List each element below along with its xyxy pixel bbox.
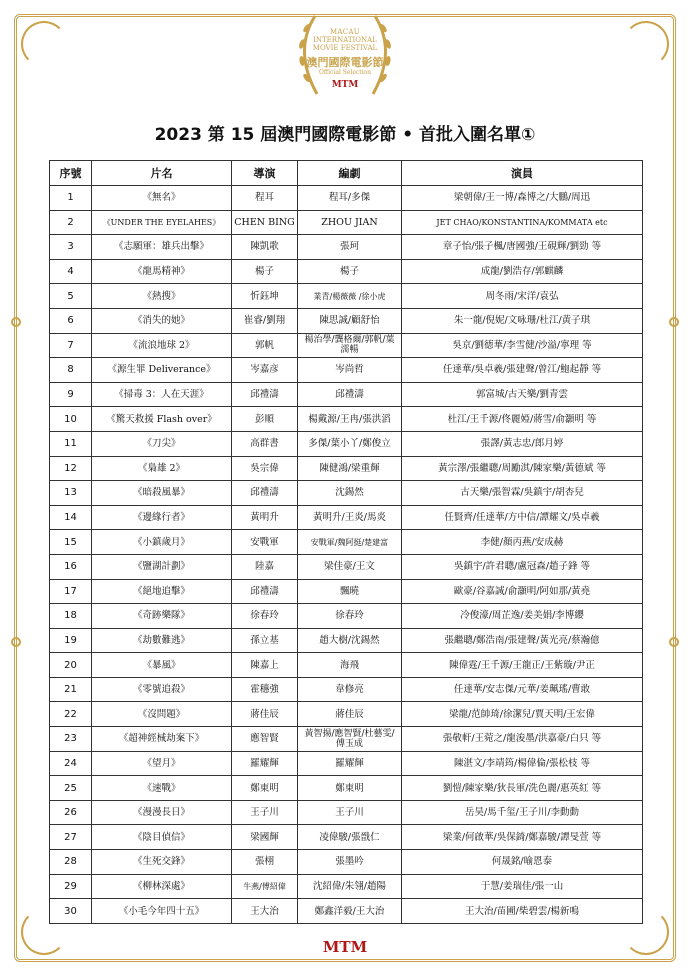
cell-director: 高群書 <box>232 431 298 456</box>
cell-row-number: 5 <box>50 284 92 309</box>
cell-director: 張栩 <box>232 850 298 875</box>
cell-row-number: 16 <box>50 554 92 579</box>
cell-director: 牛燕/傅紹偉 <box>232 874 298 899</box>
cell-cast: 李健/顏丙燕/安成赫 <box>402 530 643 555</box>
side-ornament-icon <box>11 637 21 647</box>
cell-screenwriter: 趙大樹/沈錫然 <box>298 628 402 653</box>
cell-cast: 陳偉霆/王千源/王龍正/王紫璇/尹正 <box>402 653 643 678</box>
cell-director: 程耳 <box>232 186 298 211</box>
cell-film-title: 《UNDER THE EYELAHES》 <box>92 210 232 235</box>
cell-film-title: 《流浪地球 2》 <box>92 333 232 358</box>
cell-screenwriter: 楊治學/龔格爾/郭帆/葉濡暢 <box>298 333 402 358</box>
cell-director: 吳宗偉 <box>232 456 298 481</box>
cell-row-number: 30 <box>50 899 92 924</box>
table-row <box>50 825 643 850</box>
cell-film-title: 《無名》 <box>92 186 232 211</box>
cell-director: 陳凱歌 <box>232 235 298 260</box>
cell-screenwriter: 黃明升/王炎/馬炎 <box>298 505 402 530</box>
table-row <box>50 481 643 506</box>
cell-film-title: 《沒問題》 <box>92 702 232 727</box>
emblem-chinese-name: 澳門國際電影節 <box>306 56 384 69</box>
cell-film-title: 《劫數難逃》 <box>92 628 232 653</box>
cell-row-number: 7 <box>50 333 92 358</box>
table-row <box>50 431 643 456</box>
cell-cast: 張繼聰/鄭浩南/張建聲/黃光亮/蔡瀚億 <box>402 628 643 653</box>
cell-screenwriter: 飄曉 <box>298 579 402 604</box>
table-row <box>50 186 643 211</box>
cell-cast: 張敬軒/王菀之/龍浚墨/洪嘉豪/白只 等 <box>402 727 643 752</box>
cell-cast: 劉愷/陳家樂/狄長軍/洗色麗/惠英紅 等 <box>402 776 643 801</box>
table-row <box>50 776 643 801</box>
cell-film-title: 《超神經械劫案下》 <box>92 727 232 752</box>
cell-film-title: 《速戰》 <box>92 776 232 801</box>
cell-cast: 吳鎮宇/許君聰/盧冠森/趙子鋒 等 <box>402 554 643 579</box>
cell-row-number: 2 <box>50 210 92 235</box>
header-film-title: 片名 <box>92 161 232 186</box>
cell-cast: 于慧/姜瑞佳/張一山 <box>402 874 643 899</box>
cell-film-title: 《暴風》 <box>92 653 232 678</box>
cell-screenwriter: 梁佳豪/王文 <box>298 554 402 579</box>
cell-director: 邱禮濤 <box>232 382 298 407</box>
cell-screenwriter: 陳思誠/顧舒怡 <box>298 308 402 333</box>
cell-cast: JET CHAO/KONSTANTINA/KOMMATA etc <box>402 210 643 235</box>
cell-director: 崔睿/劉翔 <box>232 308 298 333</box>
cell-director: 郭帆 <box>232 333 298 358</box>
table-row <box>50 407 643 432</box>
cell-cast: 郭富城/古天樂/劉青雲 <box>402 382 643 407</box>
table-row <box>50 579 643 604</box>
cell-film-title: 《鹽湖計劃》 <box>92 554 232 579</box>
emblem-line: MOVIE FESTIVAL <box>312 44 378 52</box>
cell-director: 蔣佳辰 <box>232 702 298 727</box>
table-row <box>50 308 643 333</box>
cell-cast: 成龍/劉浩存/郭麒麟 <box>402 259 643 284</box>
cell-row-number: 10 <box>50 407 92 432</box>
table-row <box>50 259 643 284</box>
cell-film-title: 《梟雄 2》 <box>92 456 232 481</box>
cell-director: 忻鈺坤 <box>232 284 298 309</box>
cell-screenwriter: ZHOU JIAN <box>298 210 402 235</box>
cell-screenwriter: 徐春玲 <box>298 604 402 629</box>
cell-cast: 任賢齊/任達華/方中信/譚耀文/吳卓羲 <box>402 505 643 530</box>
table-row <box>50 456 643 481</box>
cell-screenwriter: 王子川 <box>298 800 402 825</box>
header-cast: 演員 <box>402 161 643 186</box>
corner-ornament-icon <box>21 21 67 67</box>
cell-row-number: 21 <box>50 677 92 702</box>
cell-row-number: 23 <box>50 727 92 752</box>
festival-emblem <box>285 6 405 106</box>
table-row <box>50 235 643 260</box>
table-row <box>50 210 643 235</box>
cell-cast: 冷俊濠/周芷逸/姜美娟/李博纓 <box>402 604 643 629</box>
cell-director: 陳嘉上 <box>232 653 298 678</box>
table-row <box>50 874 643 899</box>
cell-screenwriter: 陳健鴻/梁重輝 <box>298 456 402 481</box>
cell-row-number: 3 <box>50 235 92 260</box>
emblem-line: MACAU <box>329 28 361 36</box>
cell-film-title: 《零號追殺》 <box>92 677 232 702</box>
table-row <box>50 800 643 825</box>
cell-row-number: 18 <box>50 604 92 629</box>
side-ornament-icon <box>11 317 21 327</box>
cell-cast: 梁龍/范帥琦/徐潔兒/賈天明/王宏偉 <box>402 702 643 727</box>
table-row <box>50 604 643 629</box>
table-row <box>50 751 643 776</box>
cell-row-number: 8 <box>50 358 92 383</box>
cell-film-title: 《邊緣行者》 <box>92 505 232 530</box>
table-row <box>50 727 643 752</box>
header-screenwriter: 編劇 <box>298 161 402 186</box>
cell-director: 邱禮濤 <box>232 579 298 604</box>
side-ornament-icon <box>669 637 679 647</box>
cell-film-title: 《志願軍：雄兵出擊》 <box>92 235 232 260</box>
cell-director: 王子川 <box>232 800 298 825</box>
footer-brand: MTM <box>322 938 368 956</box>
cell-director: 彭順 <box>232 407 298 432</box>
cell-director: 霍穗強 <box>232 677 298 702</box>
cell-director: 陸嘉 <box>232 554 298 579</box>
corner-ornament-icon <box>623 21 669 67</box>
cell-film-title: 《驚天救援 Flash over》 <box>92 407 232 432</box>
cell-film-title: 《暗殺風暴》 <box>92 481 232 506</box>
table-row <box>50 899 643 924</box>
table-row <box>50 628 643 653</box>
cell-cast: 何晟銘/喻恩泰 <box>402 850 643 875</box>
cell-director: CHEN BING <box>232 210 298 235</box>
cell-director: 王大治 <box>232 899 298 924</box>
cell-cast: 任達華/吳卓羲/張建聲/曾江/鮑起靜 等 <box>402 358 643 383</box>
page-title: 2023 第 15 屆澳門國際電影節 • 首批入圍名單① <box>154 125 536 145</box>
table-row <box>50 653 643 678</box>
cell-film-title: 《絕地追擊》 <box>92 579 232 604</box>
cell-screenwriter: 業青/楊薇薇 /徐小虎 <box>298 284 402 309</box>
cell-row-number: 25 <box>50 776 92 801</box>
cell-film-title: 《消失的她》 <box>92 308 232 333</box>
cell-film-title: 《龍馬精神》 <box>92 259 232 284</box>
side-ornament-icon <box>669 317 679 327</box>
cell-row-number: 27 <box>50 825 92 850</box>
cell-cast: 陳湛文/李靖筠/楊偉倫/張松枝 等 <box>402 751 643 776</box>
cell-director: 安戰軍 <box>232 530 298 555</box>
cell-cast: 吳京/劉德華/李雪健/沙溢/寧理 等 <box>402 333 643 358</box>
cell-screenwriter: 邱禮濤 <box>298 382 402 407</box>
cell-cast: 章子怡/張子楓/唐國強/王硯輝/劉勁 等 <box>402 235 643 260</box>
cell-screenwriter: 張墨吟 <box>298 850 402 875</box>
table-row <box>50 554 643 579</box>
cell-film-title: 《小毛今年四十五》 <box>92 899 232 924</box>
cell-screenwriter: 凌偉駿/張戩仁 <box>298 825 402 850</box>
cell-film-title: 《熱搜》 <box>92 284 232 309</box>
cell-screenwriter: 沈錫然 <box>298 481 402 506</box>
cell-cast: 王大治/苗圃/柴碧雲/楊新鳴 <box>402 899 643 924</box>
cell-screenwriter: 張珂 <box>298 235 402 260</box>
cell-screenwriter: 蔣佳辰 <box>298 702 402 727</box>
selection-table <box>49 160 643 924</box>
table-row <box>50 284 643 309</box>
table-row <box>50 333 643 358</box>
cell-director: 徐春玲 <box>232 604 298 629</box>
cell-director: 黃明升 <box>232 505 298 530</box>
emblem-line: INTERNATIONAL <box>313 36 377 44</box>
cell-film-title: 《奇跡樂隊》 <box>92 604 232 629</box>
cell-screenwriter: 羅耀輝 <box>298 751 402 776</box>
cell-screenwriter: 鄭鑫洋毅/王大治 <box>298 899 402 924</box>
cell-film-title: 《柳林深處》 <box>92 874 232 899</box>
cell-row-number: 20 <box>50 653 92 678</box>
cell-row-number: 19 <box>50 628 92 653</box>
cell-film-title: 《生死交鋒》 <box>92 850 232 875</box>
cell-screenwriter: 沈紹偉/朱翎/趙陽 <box>298 874 402 899</box>
table-row <box>50 382 643 407</box>
table-row <box>50 850 643 875</box>
cell-cast: 張譯/黃志忠/郎月婷 <box>402 431 643 456</box>
cell-film-title: 《源生罪 Deliverance》 <box>92 358 232 383</box>
cell-cast: 黃宗澤/張繼聰/周勵淇/陳家樂/黃德斌 等 <box>402 456 643 481</box>
header-director: 導演 <box>232 161 298 186</box>
cell-cast: 梁朝偉/王一博/森博之/大鵬/周迅 <box>402 186 643 211</box>
cell-row-number: 15 <box>50 530 92 555</box>
cell-cast: 歐豪/谷嘉誠/俞灝明/阿如那/黃堯 <box>402 579 643 604</box>
emblem-brand: MTM <box>331 80 359 90</box>
cell-screenwriter: 韋修亮 <box>298 677 402 702</box>
cell-cast: 古天樂/張智霖/吳鎮宇/胡杏兒 <box>402 481 643 506</box>
cell-screenwriter: 安戰軍/魏阿挺/楚建富 <box>298 530 402 555</box>
cell-screenwriter: 楊子 <box>298 259 402 284</box>
cell-director: 岑嘉彦 <box>232 358 298 383</box>
cell-row-number: 17 <box>50 579 92 604</box>
cell-director: 楊子 <box>232 259 298 284</box>
cell-cast: 岳昊/馬千玺/王子川/李動動 <box>402 800 643 825</box>
table-row <box>50 677 643 702</box>
cell-director: 梁國輝 <box>232 825 298 850</box>
emblem-official-selection: Official Selection <box>318 69 372 76</box>
cell-director: 鄭東明 <box>232 776 298 801</box>
cell-row-number: 13 <box>50 481 92 506</box>
cell-cast: 任達華/安志傑/元華/姜珮瑤/曹敢 <box>402 677 643 702</box>
cell-row-number: 14 <box>50 505 92 530</box>
cell-screenwriter: 鄭東明 <box>298 776 402 801</box>
cell-director: 邱禮濤 <box>232 481 298 506</box>
cell-director: 應智賢 <box>232 727 298 752</box>
cell-film-title: 《漫漫長日》 <box>92 800 232 825</box>
cell-row-number: 29 <box>50 874 92 899</box>
cell-screenwriter: 海飛 <box>298 653 402 678</box>
cell-screenwriter: 黃智揚/應智賢/杜藝雯/傅玉成 <box>298 727 402 752</box>
cell-row-number: 28 <box>50 850 92 875</box>
cell-film-title: 《小鎮歲月》 <box>92 530 232 555</box>
cell-screenwriter: 岑尚哲 <box>298 358 402 383</box>
cell-row-number: 6 <box>50 308 92 333</box>
cell-screenwriter: 程耳/多傑 <box>298 186 402 211</box>
table-row <box>50 358 643 383</box>
table-header-row <box>50 161 643 186</box>
cell-row-number: 12 <box>50 456 92 481</box>
cell-row-number: 22 <box>50 702 92 727</box>
cell-director: 羅耀輝 <box>232 751 298 776</box>
cell-row-number: 1 <box>50 186 92 211</box>
cell-film-title: 《望月》 <box>92 751 232 776</box>
cell-screenwriter: 多傑/葉小丫/鄭俊立 <box>298 431 402 456</box>
cell-row-number: 24 <box>50 751 92 776</box>
cell-cast: 梁業/何啟華/吳保錡/鄭嘉駿/譚旻萱 等 <box>402 825 643 850</box>
cell-cast: 朱一龍/倪妮/文咏珊/杜江/黄子琪 <box>402 308 643 333</box>
cell-row-number: 4 <box>50 259 92 284</box>
cell-screenwriter: 楊戴源/王冉/張洪滔 <box>298 407 402 432</box>
header-number: 序號 <box>50 161 92 186</box>
cell-cast: 杜江/王千源/佟麗婭/蔣雪/俞灝明 等 <box>402 407 643 432</box>
cell-cast: 周冬雨/宋洋/袁弘 <box>402 284 643 309</box>
cell-director: 孫立基 <box>232 628 298 653</box>
cell-row-number: 26 <box>50 800 92 825</box>
cell-film-title: 《陰目偵信》 <box>92 825 232 850</box>
cell-film-title: 《掃毒 3：人在天涯》 <box>92 382 232 407</box>
table-row <box>50 702 643 727</box>
table-row <box>50 505 643 530</box>
cell-film-title: 《刀尖》 <box>92 431 232 456</box>
cell-row-number: 9 <box>50 382 92 407</box>
cell-row-number: 11 <box>50 431 92 456</box>
table-row <box>50 530 643 555</box>
